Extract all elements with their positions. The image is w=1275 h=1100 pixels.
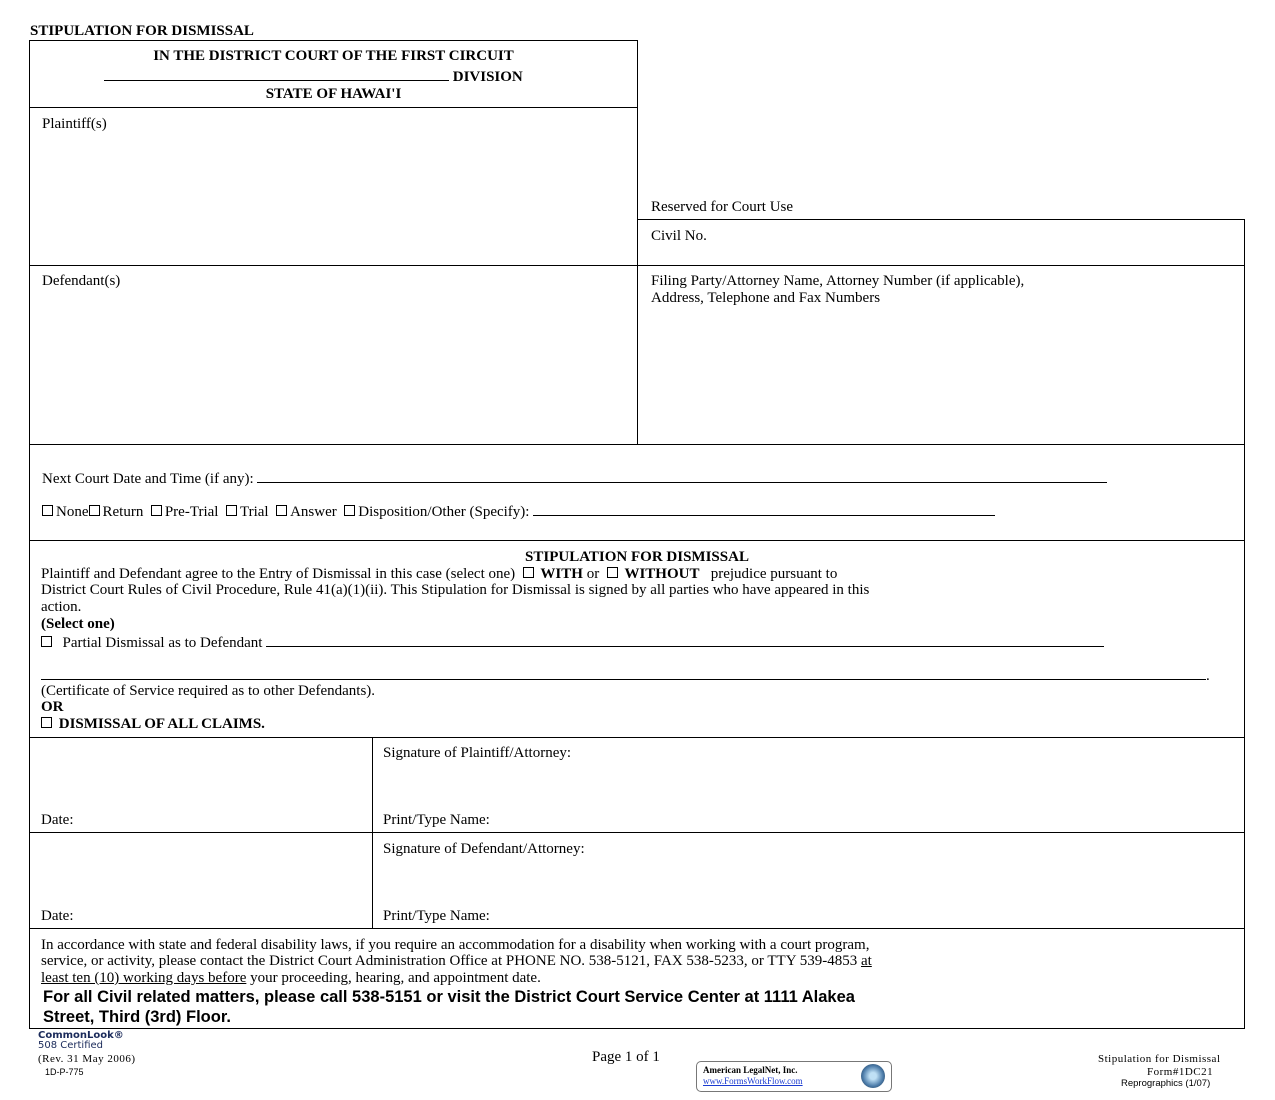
partial-defendant-line-2: .	[41, 666, 1210, 685]
all-claims-option: DISMISSAL OF ALL CLAIMS.	[41, 716, 265, 733]
stipulation-heading: STIPULATION FOR DISMISSAL	[525, 549, 749, 565]
commonlook-logo: CommonLook®	[38, 1030, 124, 1041]
ada-notice-2: service, or activity, please contact the District Court Administration Office at PHONE NO. 538-5121, FAX 538-5233, or TTY 539-4853 at	[41, 953, 872, 969]
next-court-line	[42, 469, 1107, 488]
form-title: STIPULATION FOR DISMISSAL	[30, 23, 254, 39]
partial-checkbox[interactable]	[41, 636, 52, 647]
page-number: Page 1 of 1	[592, 1049, 660, 1065]
checkbox-icon[interactable]	[42, 505, 53, 516]
plaintiff-print-name-label[interactable]: Print/Type Name:	[383, 812, 490, 828]
state-name: STATE OF HAWAI'I	[265, 86, 402, 102]
plaintiff-signature-label[interactable]: Signature of Plaintiff/Attorney:	[383, 745, 572, 761]
logo-link[interactable]: www.FormsWorkFlow.com	[703, 1076, 803, 1086]
civil-matters-notice: For all Civil related matters, please call 538-5151 or visit the District Court Service Center at 1111 Alakea Street, Third (3rd) Floor.	[43, 988, 855, 1026]
footer-form-number: Form#1DC21	[1147, 1066, 1214, 1078]
reserved-label: Reserved for Court Use	[651, 199, 794, 215]
divider	[29, 737, 1245, 738]
select-one-label: (Select one)	[41, 616, 115, 632]
certified-label: 508 Certified	[38, 1040, 104, 1051]
filing-party-label-2: Address, Telephone and Fax Numbers	[651, 290, 881, 306]
divider	[29, 832, 1245, 833]
defendant-signature-label[interactable]: Signature of Defendant/Attorney:	[383, 841, 585, 857]
hearing-type-options	[42, 502, 995, 521]
checkbox-icon[interactable]	[226, 505, 237, 516]
stipulation-text-2: District Court Rules of Civil Procedure, Rule 41(a)(1)(ii). This Stipulation for Dismissal is signed by all parties who have appeared in this	[41, 582, 870, 598]
divider	[29, 928, 1245, 929]
plaintiffs-label: Plaintiff(s)	[42, 116, 107, 132]
stipulation-text-1: Plaintiff and Defendant agree to the Entry of Dismissal in this case (select one) WITH or WITHOUT prejudice pursuant to	[41, 566, 838, 582]
option-trial[interactable]: Trial	[226, 504, 269, 520]
checkbox-icon[interactable]	[151, 505, 162, 516]
divider	[372, 737, 373, 928]
filing-party-label: Filing Party/Attorney Name, Attorney Number (if applicable),	[651, 273, 1025, 289]
revision-date: (Rev. 31 May 2006)	[38, 1053, 136, 1065]
divider	[29, 107, 638, 108]
certificate-note: (Certificate of Service required as to other Defendants).	[41, 683, 376, 699]
ada-notice-1: In accordance with state and federal disability laws, if you require an accommodation for a disability when working with a court program,	[41, 937, 870, 953]
ada-notice-3: least ten (10) working days before your proceeding, hearing, and appointment date.	[41, 970, 541, 986]
plaintiff-date-label[interactable]: Date:	[41, 812, 74, 828]
option-answer[interactable]: Answer	[276, 504, 337, 520]
partial-defendant-blank[interactable]	[266, 633, 1104, 647]
checkbox-icon[interactable]	[344, 505, 355, 516]
specify-blank[interactable]	[533, 502, 995, 516]
logo-name: American LegalNet, Inc.	[703, 1065, 798, 1075]
civil-no-box	[637, 219, 1245, 445]
footer-reprographics: Reprographics (1/07)	[1121, 1078, 1211, 1089]
stipulation-text-3: action.	[41, 599, 82, 615]
court-name: IN THE DISTRICT COURT OF THE FIRST CIRCUIT	[153, 48, 514, 64]
next-court-blank[interactable]	[257, 469, 1107, 483]
or-label: OR	[41, 699, 64, 715]
option-pretrial[interactable]: Pre-Trial	[151, 504, 219, 520]
defendants-label: Defendant(s)	[42, 273, 121, 289]
checkbox-icon[interactable]	[276, 505, 287, 516]
division-blank[interactable]	[104, 67, 449, 81]
with-checkbox[interactable]	[523, 567, 534, 578]
civil-no-label[interactable]: Civil No.	[651, 228, 707, 244]
division-label: DIVISION	[452, 69, 523, 85]
american-legalnet-logo[interactable]	[696, 1061, 892, 1092]
footer-form-name: Stipulation for Dismissal	[1098, 1053, 1221, 1065]
option-disposition[interactable]: Disposition/Other (Specify):	[344, 504, 529, 520]
option-return[interactable]: Return	[89, 504, 144, 520]
next-court-label: Next Court Date and Time (if any):	[42, 471, 254, 487]
without-checkbox[interactable]	[607, 567, 618, 578]
all-claims-checkbox[interactable]	[41, 717, 52, 728]
defendant-date-label[interactable]: Date:	[41, 908, 74, 924]
partial-defendant-blank-2[interactable]	[41, 666, 1206, 680]
partial-dismissal-option: Partial Dismissal as to Defendant	[41, 633, 1104, 652]
checkbox-icon[interactable]	[89, 505, 100, 516]
division-line	[104, 67, 523, 86]
defendant-print-name-label[interactable]: Print/Type Name:	[383, 908, 490, 924]
option-none[interactable]: None	[42, 504, 89, 520]
divider	[29, 540, 1245, 541]
globe-icon	[861, 1064, 885, 1088]
form-code: 1D-P-775	[45, 1067, 84, 1077]
